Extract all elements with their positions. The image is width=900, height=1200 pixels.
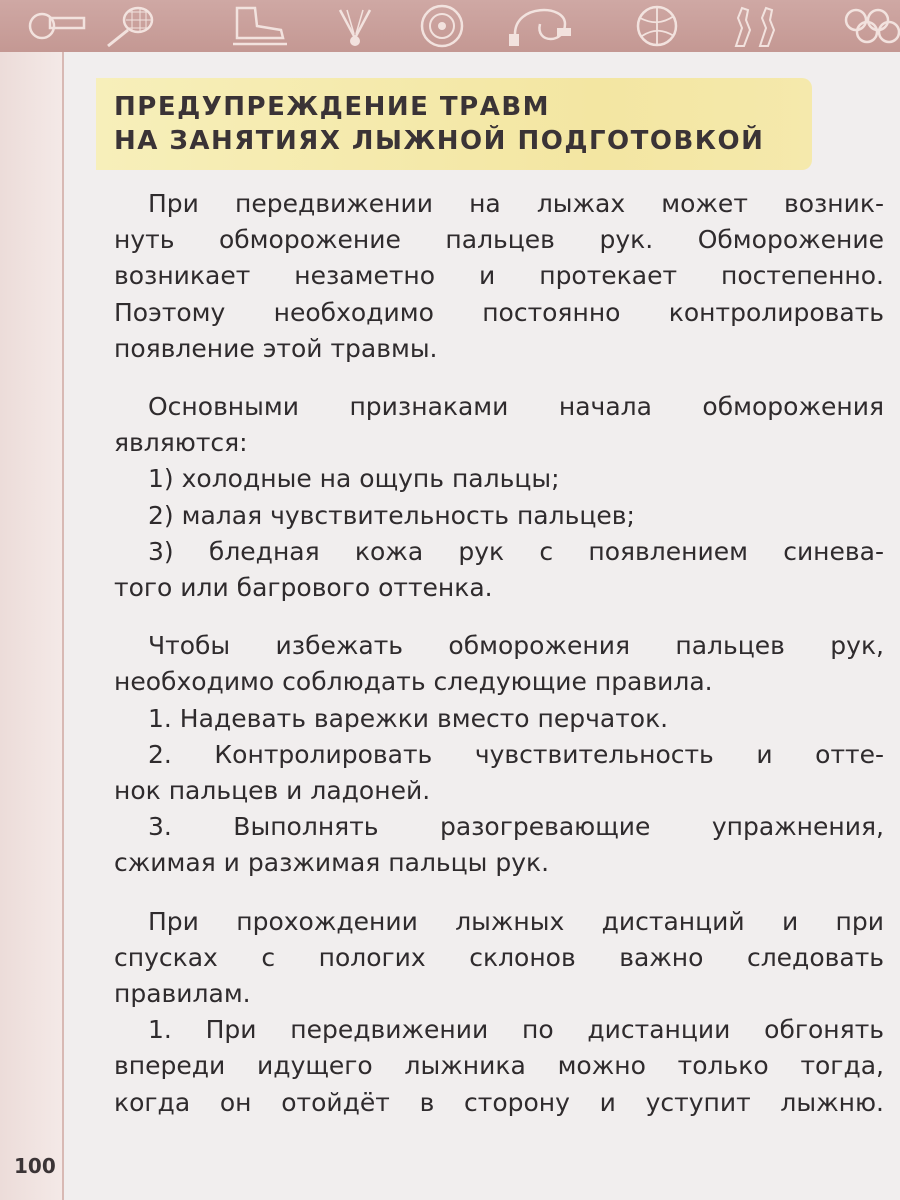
list-item: 2) малая чувствительность пальцев;	[148, 500, 635, 530]
text-line: впереди идущего лыжника можно только тогда,	[114, 1051, 884, 1081]
page-number: 100	[14, 1154, 56, 1178]
sports-decoration-band	[0, 0, 900, 52]
list-item: 1. При передвижении по дистанции обгонять	[148, 1015, 884, 1045]
list-item: 2. Контролировать чувствительность и отте-	[148, 739, 884, 769]
list-item: 1) холодные на ощупь пальцы;	[148, 464, 560, 494]
ball-icon	[632, 4, 682, 48]
text-line: сжимая и разжимая пальцы рук.	[114, 848, 550, 878]
paragraph-frostbite-rules	[114, 628, 884, 881]
skate-icon	[225, 4, 295, 48]
paragraph-frostbite-signs	[114, 389, 884, 606]
jump-rope-icon	[505, 4, 575, 48]
list-item: 3. Выполнять разогревающие упражнения,	[148, 812, 884, 842]
page-body-text	[114, 186, 884, 1141]
text-line: того или багрового оттенка.	[114, 573, 493, 603]
shuttlecock-icon	[330, 4, 380, 48]
whistle-icon	[20, 4, 90, 48]
text-line: нуть обморожение пальцев рук. Обморожение	[114, 225, 884, 255]
list-item: 3) бледная кожа рук с появлением синева-	[148, 536, 884, 566]
text-line: правилам.	[114, 979, 251, 1009]
text-line: когда он отойдёт в сторону и уступит лыжню.	[114, 1087, 884, 1117]
text-line: возникает незаметно и протекает постепенно.	[114, 261, 884, 291]
text-line: спусках с пологих склонов важно следовать	[114, 942, 884, 972]
text-line: нок пальцев и ладоней.	[114, 776, 431, 806]
text-line: Основными признаками начала обморожения	[148, 392, 884, 422]
list-item: 1. Надевать варежки вместо перчаток.	[148, 703, 669, 733]
heading-line-1: ПРЕДУПРЕЖДЕНИЕ ТРАВМ	[114, 92, 551, 122]
bowling-pins-icon	[722, 4, 792, 48]
text-line: При передвижении на лыжах может возник-	[148, 189, 884, 218]
text-line: Чтобы избежать обморожения пальцев рук,	[148, 631, 884, 661]
text-line: появление этой травмы.	[114, 333, 438, 363]
racket-icon	[100, 4, 160, 48]
olympic-rings-icon	[842, 4, 900, 48]
section-heading	[96, 78, 812, 170]
text-line: Поэтому необходимо постоянно контролировать	[114, 297, 884, 327]
text-line: необходимо соблюдать следующие правила.	[114, 667, 713, 697]
text-line: являются:	[114, 428, 248, 458]
paragraph-distance-rules	[114, 904, 884, 1121]
page-margin-strip	[0, 52, 64, 1200]
target-icon	[412, 4, 472, 48]
heading-line-2: НА ЗАНЯТИЯХ ЛЫЖНОЙ ПОДГОТОВКОЙ	[114, 126, 765, 156]
paragraph-frostbite-intro	[114, 186, 884, 367]
text-line: При прохождении лыжных дистанций и при	[148, 906, 884, 936]
